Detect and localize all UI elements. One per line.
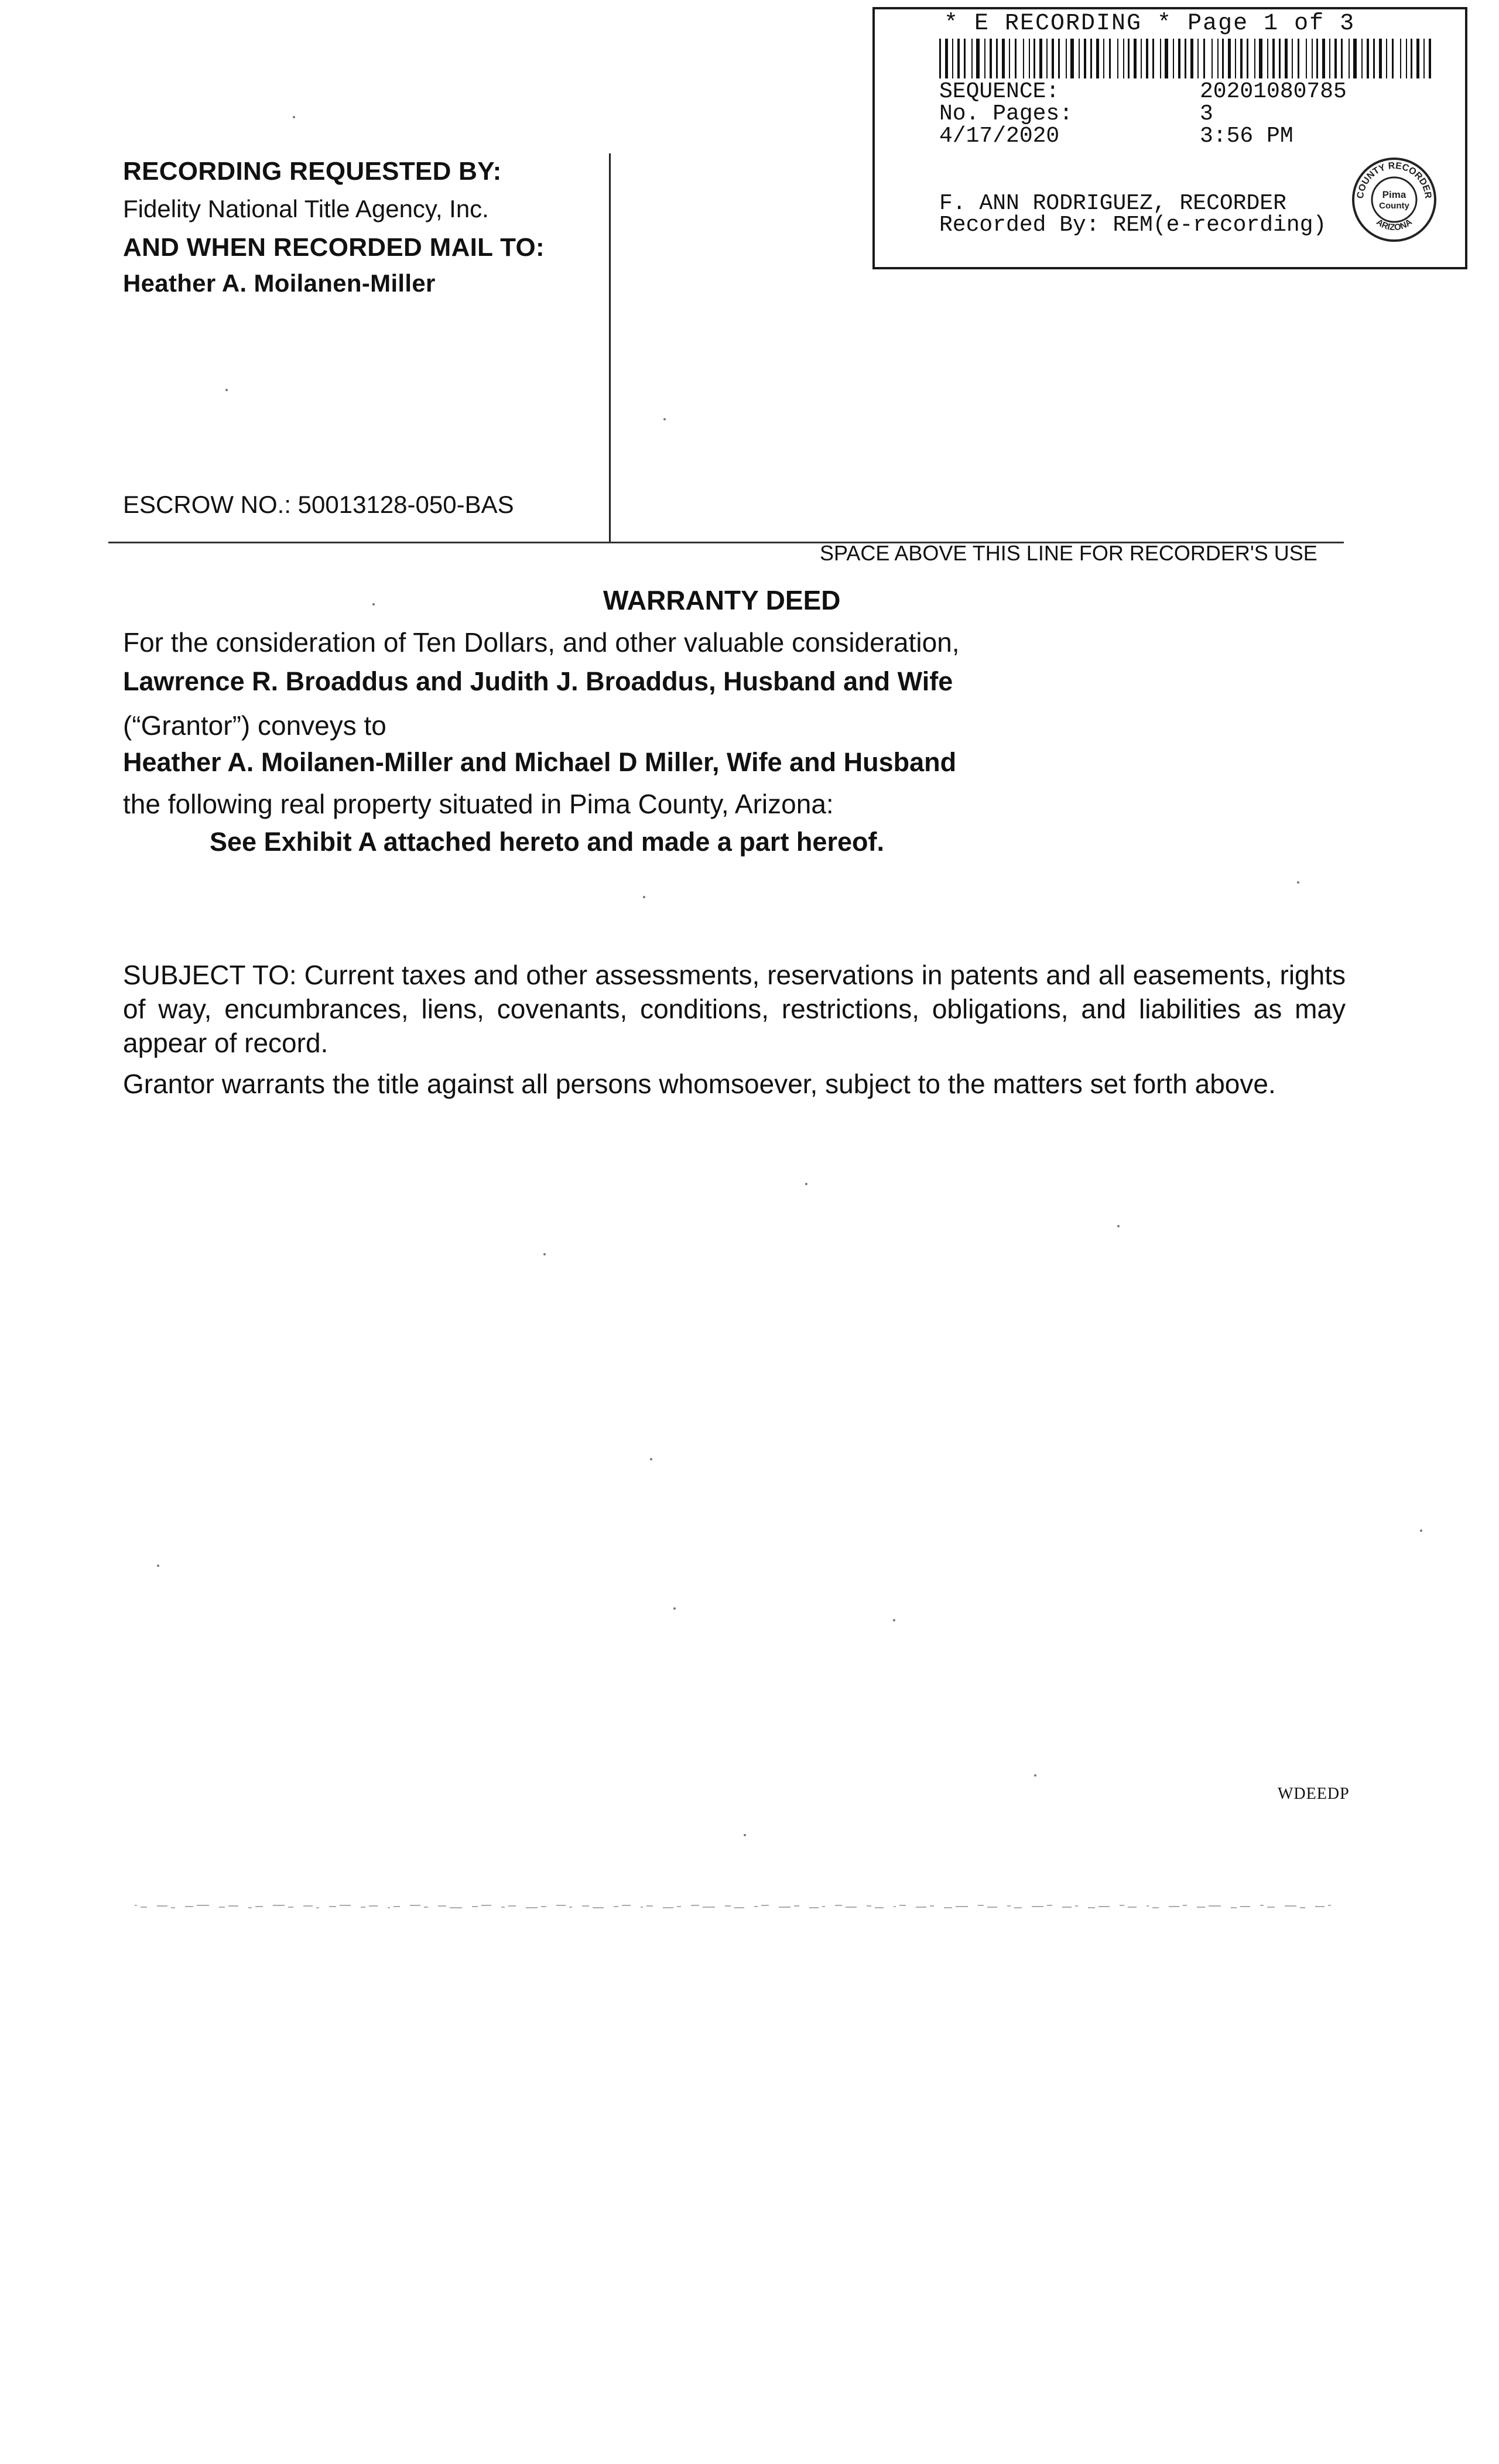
requested-by-value: Fidelity National Title Agency, Inc. [123, 195, 489, 223]
barcode-bar [1190, 39, 1193, 78]
form-code: WDEEDP [1278, 1785, 1350, 1803]
barcode-bar [1279, 39, 1281, 78]
barcode-bar [1002, 39, 1005, 78]
seal-center-line2: County [1379, 201, 1409, 211]
barcode-bar [1329, 39, 1330, 78]
barcode-bar [1117, 39, 1118, 78]
barcode-bar [1259, 39, 1262, 78]
barcode-bar [1173, 39, 1174, 78]
barcode-bar [1235, 39, 1236, 78]
scan-speck [1420, 1529, 1422, 1532]
barcode-bar [1146, 39, 1148, 78]
barcode-bar [1090, 39, 1092, 78]
sequence-value: 20201080785 [1200, 79, 1347, 104]
barcode-bar [1009, 39, 1010, 78]
barcode-bar [1316, 39, 1318, 78]
barcode-bar [971, 39, 973, 78]
scan-speck [1034, 1774, 1036, 1777]
county-seal-icon [1350, 156, 1438, 244]
scan-speck [744, 1834, 746, 1836]
scan-speck [293, 116, 295, 118]
conveys-text: (“Grantor”) conveys to [123, 710, 386, 741]
barcode-bar [1292, 39, 1293, 78]
grantor-names: Lawrence R. Broaddus and Judith J. Broaddus, Husband and Wife [123, 666, 953, 696]
barcode-bar [957, 39, 960, 78]
barcode-bar [1228, 39, 1231, 78]
escrow-number: ESCROW NO.: 50013128-050-BAS [123, 491, 514, 518]
barcode-bar [1141, 39, 1142, 78]
barcode-bar [1039, 39, 1042, 78]
barcode-bar [1406, 39, 1407, 78]
barcode-bar [1386, 39, 1387, 78]
scan-speck [1297, 881, 1299, 884]
barcode-bar [976, 39, 980, 78]
recorded-by: Recorded By: REM(e-recording) [939, 213, 1327, 238]
barcode-bar [1285, 39, 1288, 78]
barcode-bar [939, 39, 941, 78]
barcode-bar [1178, 39, 1180, 78]
barcode-bar [1411, 39, 1412, 78]
barcode-bar [1334, 39, 1337, 78]
scan-speck [157, 1565, 159, 1567]
scan-speck [643, 896, 645, 898]
barcode-bar [1306, 39, 1307, 78]
subject-to-paragraph: SUBJECT TO: Current taxes and other assessments, reservations in patents and all easements, rights of way, encumbrances, liens, covenants, conditions, restrictions, obligations, and liabilities as may appear of record. [123, 960, 1346, 1058]
barcode-bar [1240, 39, 1243, 78]
barcode-bar [1312, 39, 1313, 78]
barcode-bar [1152, 39, 1154, 78]
barcode-bar [1361, 39, 1363, 78]
barcode-bar [1373, 39, 1375, 78]
barcode-bar [1267, 39, 1268, 78]
barcode-bar [1272, 39, 1275, 78]
barcode-bar [1084, 39, 1086, 78]
barcode-bar [1379, 39, 1382, 78]
recorder-name: F. ANN RODRIGUEZ, RECORDER [939, 191, 1286, 216]
barcode-bar [1066, 39, 1067, 78]
barcode-bar [1079, 39, 1080, 78]
seal-bottom-text: ARIZONA [1374, 217, 1414, 233]
barcode-bar [952, 39, 953, 78]
document-title: WARRANTY DEED [603, 585, 841, 615]
barcode-bar [990, 39, 992, 78]
barcode-bar [1429, 39, 1431, 78]
barcode-bar [1058, 39, 1060, 78]
property-text: the following real property situated in Pima County, Arizona: [123, 789, 834, 819]
grantee-names: Heather A. Moilanen-Miller and Michael D Miller, Wife and Husband [123, 747, 957, 777]
barcode-bar [1349, 39, 1350, 78]
barcode-bar [1109, 39, 1111, 78]
scan-speck [673, 1607, 676, 1610]
barcode-bar [945, 39, 948, 78]
barcode-bar [1160, 39, 1161, 78]
barcode-bar [1423, 39, 1425, 78]
scan-speck [372, 603, 375, 605]
barcode-bar [1052, 39, 1054, 78]
stamp-header: * E RECORDING * Page 1 of 3 [944, 11, 1356, 37]
barcode-bar [984, 39, 985, 78]
exhibit-reference: See Exhibit A attached hereto and made a part hereof. [210, 827, 884, 857]
barcode [939, 39, 1437, 78]
vertical-divider [609, 153, 611, 543]
recording-date: 4/17/2020 [939, 124, 1060, 149]
mail-to-value: Heather A. Moilanen-Miller [123, 269, 436, 297]
scan-noise-line [135, 1903, 1335, 1910]
barcode-bar [1070, 39, 1074, 78]
barcode-bar [1023, 39, 1024, 78]
recording-time: 3:56 PM [1200, 124, 1293, 149]
barcode-bar [1298, 39, 1299, 78]
barcode-bar [1103, 39, 1104, 78]
pages-label: No. Pages: [939, 101, 1073, 126]
barcode-bar [1096, 39, 1099, 78]
barcode-bar [1203, 39, 1205, 78]
barcode-bar [1247, 39, 1248, 78]
scan-speck [893, 1619, 895, 1621]
scan-speck [543, 1253, 546, 1255]
scan-speck [805, 1183, 807, 1185]
barcode-bar [996, 39, 998, 78]
barcode-bar [1029, 39, 1030, 78]
barcode-bar [1211, 39, 1213, 78]
warranty-paragraph: Grantor warrants the title against all persons whomsoever, subject to the matters set forth above. [123, 1069, 1276, 1099]
mail-to-label: AND WHEN RECORDED MAIL TO: [123, 233, 545, 262]
barcode-bar [1353, 39, 1357, 78]
scan-speck [1117, 1225, 1120, 1227]
barcode-bar [1341, 39, 1343, 78]
barcode-bar [1185, 39, 1186, 78]
barcode-bar [1392, 39, 1394, 78]
barcode-bar [1165, 39, 1168, 78]
barcode-bar [1197, 39, 1199, 78]
consideration-text: For the consideration of Ten Dollars, and other valuable consideration, [123, 627, 960, 658]
seal-top-text: COUNTY RECORDER [1355, 160, 1433, 200]
recorder-stamp [872, 7, 1467, 269]
space-above-note: SPACE ABOVE THIS LINE FOR RECORDER'S USE [820, 541, 1317, 565]
scan-speck [663, 418, 666, 420]
scan-speck [650, 1458, 652, 1460]
barcode-bar [1400, 39, 1401, 78]
barcode-bar [1046, 39, 1048, 78]
barcode-bar [1128, 39, 1130, 78]
barcode-bar [1322, 39, 1325, 78]
requested-by-label: RECORDING REQUESTED BY: [123, 157, 502, 186]
scan-speck [225, 389, 228, 391]
barcode-bar [1222, 39, 1224, 78]
barcode-bar [1367, 39, 1369, 78]
barcode-bar [964, 39, 966, 78]
pages-value: 3 [1200, 101, 1213, 126]
barcode-bar [1033, 39, 1035, 78]
sequence-label: SEQUENCE: [939, 79, 1060, 104]
barcode-bar [1416, 39, 1419, 78]
barcode-bar [1134, 39, 1137, 78]
barcode-bar [1123, 39, 1124, 78]
barcode-bar [1217, 39, 1219, 78]
barcode-bar [1015, 39, 1017, 78]
seal-center-line1: Pima [1382, 189, 1406, 200]
barcode-bar [1254, 39, 1255, 78]
